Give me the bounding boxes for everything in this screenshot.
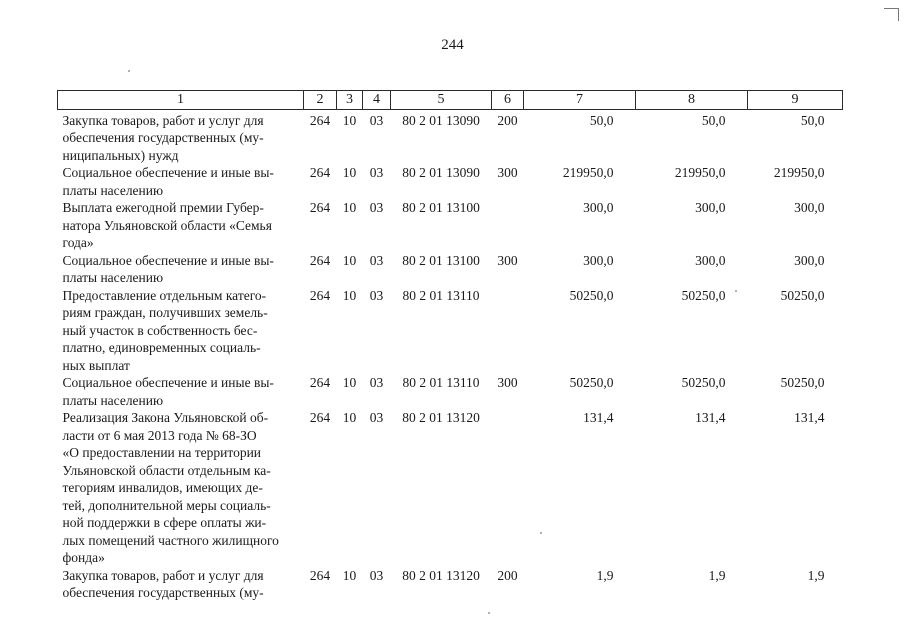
description-line: натора Ульяновской области «Семья (62, 217, 272, 233)
description-line: Закупка товаров, работ и услуг для (62, 112, 264, 128)
amount-year-2: 50,0 (701, 112, 726, 128)
target-article-code: 80 2 01 13110 (402, 375, 480, 390)
amount-year-2: 131,4 (695, 410, 726, 425)
column-header-9: 9 (748, 91, 843, 110)
ministry-code: 264 (309, 567, 331, 583)
subsection-code: 03 (369, 287, 384, 303)
scan-speck (128, 70, 130, 72)
target-article-code: 80 2 01 13090 (402, 112, 480, 128)
amount-year-1: 50250,0 (569, 375, 614, 390)
ministry-code: 264 (309, 375, 331, 390)
row-description (58, 164, 304, 199)
target-article-code: 80 2 01 13100 (402, 252, 480, 268)
amount-year-3: 50,0 (800, 112, 825, 128)
amount-year-1: 1,9 (596, 567, 614, 583)
description-line: фонда» (62, 550, 105, 565)
subsection-code: 03 (369, 200, 384, 215)
section-code: 10 (342, 287, 357, 303)
budget-table (57, 90, 843, 602)
column-header-4: 4 (363, 91, 391, 110)
expense-type-code: 200 (497, 567, 518, 583)
description-line: лых помещений частного жилищного (62, 532, 279, 548)
subsection-code: 03 (369, 375, 384, 390)
target-article-code: 80 2 01 13090 (402, 165, 480, 180)
column-header-1: 1 (58, 91, 304, 110)
page-number: 244 (441, 37, 464, 53)
section-code: 10 (342, 165, 357, 180)
ministry-code: 264 (309, 410, 331, 425)
description-line: тей, дополнительной меры социаль- (62, 497, 271, 513)
amount-year-2: 219950,0 (674, 165, 726, 180)
table-row (58, 199, 843, 252)
expense-type-code: 300 (497, 165, 518, 180)
column-header-7: 7 (524, 91, 636, 110)
row-description (58, 567, 304, 602)
section-code: 10 (342, 375, 357, 390)
description-line: ниципальных) нужд (62, 147, 179, 163)
amount-year-2: 300,0 (695, 200, 726, 215)
description-line: платы населению (62, 182, 164, 198)
amount-year-3: 50250,0 (780, 287, 825, 303)
ministry-code: 264 (309, 200, 331, 215)
description-line: Закупка товаров, работ и услуг для (62, 567, 264, 583)
description-line: обеспечения государственных (му- (62, 585, 264, 600)
section-code: 10 (342, 567, 357, 583)
ministry-code: 264 (309, 252, 331, 268)
description-line: года» (62, 235, 94, 250)
row-description (58, 287, 304, 375)
amount-year-2: 50250,0 (681, 375, 726, 390)
description-line: платы населению (62, 392, 164, 408)
table-row (58, 567, 843, 602)
row-description (58, 252, 304, 287)
description-line: Предоставление отдельным катего- (62, 287, 267, 303)
column-header-5: 5 (391, 91, 492, 110)
column-header-3: 3 (337, 91, 363, 110)
ministry-code: 264 (309, 165, 331, 180)
column-header-2: 2 (304, 91, 337, 110)
section-code: 10 (342, 200, 357, 215)
ministry-code: 264 (309, 112, 331, 128)
description-line: «О предоставлении на территории (62, 445, 262, 460)
amount-year-2: 300,0 (695, 252, 726, 268)
section-code: 10 (342, 410, 357, 425)
subsection-code: 03 (369, 165, 384, 180)
table-row (58, 252, 843, 287)
table-row (58, 374, 843, 409)
row-description (58, 109, 304, 164)
amount-year-3: 50250,0 (780, 375, 825, 390)
description-line: тегориям инвалидов, имеющих де- (62, 480, 263, 495)
description-line: ласти от 6 мая 2013 года № 68-ЗО (62, 427, 257, 443)
table-row (58, 164, 843, 199)
description-line: риям граждан, получивших земель- (62, 305, 268, 320)
description-line: платы населению (62, 270, 164, 285)
amount-year-3: 300,0 (794, 252, 825, 268)
expense-type-code (492, 199, 524, 252)
amount-year-1: 50,0 (589, 112, 614, 128)
expense-type-code: 300 (497, 375, 518, 390)
description-line: платно, единовременных социаль- (62, 340, 261, 355)
table-header-row (58, 91, 843, 110)
amount-year-1: 219950,0 (562, 165, 614, 180)
amount-year-3: 300,0 (794, 200, 825, 215)
column-header-6: 6 (492, 91, 524, 110)
expense-type-code (492, 287, 524, 375)
table-row (58, 287, 843, 375)
subsection-code: 03 (369, 112, 384, 128)
description-line: Ульяновской области отдельным ка- (62, 462, 271, 478)
description-line: Социальное обеспечение и иные вы- (62, 252, 274, 268)
amount-year-1: 300,0 (583, 200, 614, 215)
expense-type-code: 300 (497, 252, 518, 268)
scan-speck (488, 612, 490, 614)
target-article-code: 80 2 01 13100 (402, 200, 480, 215)
expense-type-code (492, 409, 524, 567)
section-code: 10 (342, 252, 357, 268)
description-line: ный участок в собственность бес- (62, 322, 258, 338)
description-line: Социальное обеспечение и иные вы- (62, 165, 274, 180)
amount-year-3: 219950,0 (773, 165, 825, 180)
target-article-code: 80 2 01 13120 (402, 567, 480, 583)
row-description (58, 409, 304, 567)
amount-year-2: 1,9 (708, 567, 726, 583)
subsection-code: 03 (369, 410, 384, 425)
ministry-code: 264 (309, 287, 331, 303)
amount-year-1: 131,4 (583, 410, 614, 425)
target-article-code: 80 2 01 13110 (402, 287, 480, 303)
section-code: 10 (342, 112, 357, 128)
description-line: ных выплат (62, 357, 130, 373)
description-line: обеспечения государственных (му- (62, 130, 264, 145)
table-row (58, 409, 843, 567)
description-line: Социальное обеспечение и иные вы- (62, 375, 274, 390)
row-description (58, 199, 304, 252)
amount-year-2: 50250,0 (681, 287, 726, 303)
subsection-code: 03 (369, 252, 384, 268)
scan-corner-mark (884, 8, 899, 21)
amount-year-1: 50250,0 (569, 287, 614, 303)
table-row (58, 109, 843, 164)
amount-year-3: 131,4 (794, 410, 825, 425)
amount-year-3: 1,9 (807, 567, 825, 583)
table-body (58, 109, 843, 602)
row-description (58, 374, 304, 409)
description-line: Выплата ежегодной премии Губер- (62, 200, 264, 215)
description-line: Реализация Закона Ульяновской об- (62, 410, 269, 425)
target-article-code: 80 2 01 13120 (402, 410, 480, 425)
expense-type-code: 200 (497, 112, 518, 128)
subsection-code: 03 (369, 567, 384, 583)
description-line: ной поддержки в сфере оплаты жи- (62, 515, 267, 530)
column-header-8: 8 (636, 91, 748, 110)
amount-year-1: 300,0 (583, 252, 614, 268)
